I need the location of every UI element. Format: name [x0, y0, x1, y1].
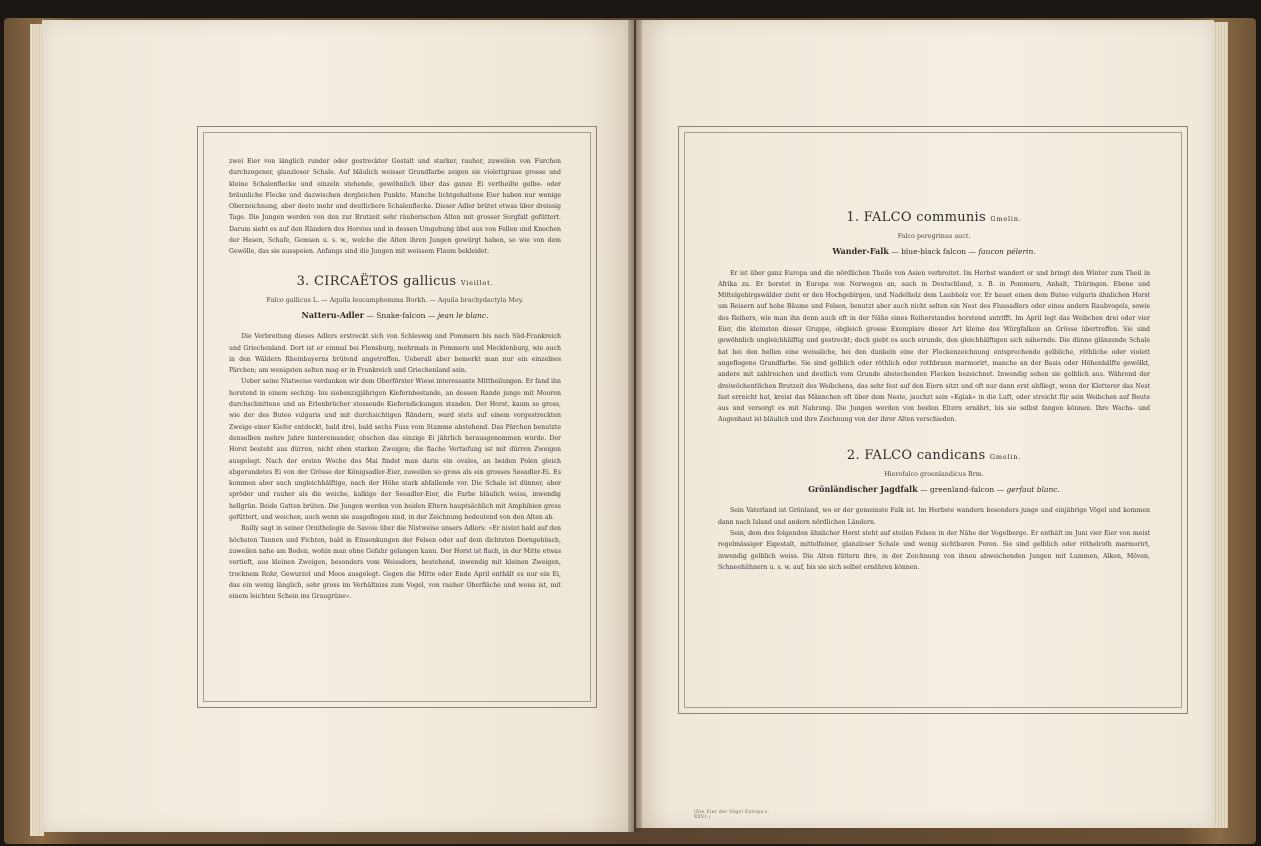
- common-name-fr: faucon pélerin.: [978, 247, 1036, 257]
- synonyms: Falco peregrinus auct.: [897, 232, 971, 240]
- book-gutter: [628, 20, 642, 832]
- common-name-fr: gerfaut blanc.: [1006, 485, 1060, 495]
- section-author: Gmelin.: [990, 215, 1022, 223]
- common-names: Grönländischer Jagdfalk — greenland-falcon — gerfaut blanc.: [808, 484, 1060, 495]
- common-name-en: greenland-falcon: [929, 485, 995, 495]
- section-author: Gmelin.: [989, 452, 1022, 461]
- common-name-de: Wander-Falk: [832, 246, 889, 257]
- body-paragraph: Ueber seine Nistweise verdanken wir dem Oberförster Wiese interessante Mittheilungen. Er fand ihn horstend in einem sechzig- bis siebenzigjährigen Kiefernbestande, an dessen Rande junge mit Mooren durchschnittene und an Erlenbrücher stossende Kieferndickungen standen. Der Horst, kaum so gross, wie der des Buteo vulgaris und mit durchsichtigen Rändern, ward stets auf einem vorgestreckten Zweige einer Kiefer entdeckt, bald drei, bald sechs Fuss vom Stamme abstehend. Das Pärchen benutzte denselben mehre Jahre hintereinander, obschon das einzige Ei jährlich herausgenommen wurde. Der Horst besteht aus dürren, nicht eben starken Zweigen; die flache Vertiefung ist mit dürren Zweigen ausgelegt. Nach der ersten Woche des Mai findet man darin ein ovales, an beiden Polen gleich abgerundetes Ei von der Grösse der Königsadler-Eier, zuweilen so gross als ein grosses Seeadler-Ei. Es kommen aber auch ungleichhälftige, nach der Höhe stark abfallende vor. Die Schale ist dünner, aber spröder und rauher als die weiche, kalkige der Seeadler-Eier, die Farbe bläulich weiss, inwendig hellgrün. Beide Gatten brüten. Die Jungen werden von beiden Eltern hauptsächlich mit Amphibien gross gefüttert, und weichen, auch wenn sie ausgeflogen sind, in der Zeichnung bedeutend von den Alten ab.: [229, 378, 561, 522]
- section-title: 2. FALCO candicans: [846, 447, 986, 463]
- section-title-falco-communis: [718, 210, 1150, 227]
- common-names: Wander-Falk — blue-black falcon — faucon pélerin.: [832, 246, 1036, 257]
- common-name-de: Grönländischer Jagdfalk: [808, 484, 918, 495]
- section-title: 3. CIRCAËTOS gallicus: [296, 273, 457, 289]
- section-author: Vieillot.: [460, 278, 494, 287]
- common-name-en: Snake-falcon: [376, 310, 426, 320]
- body-paragraph: Sein, dem des folgenden ähnlicher Horst steht auf steilen Felsen in der Nähe der Vogelberge. Er enthält im Juni vier Eier von meist regelmässiger Eigestalt, mittelfeiner, glanzloser Schale und wenig sichtbaren Poren. Sie sind gelblich oder röthelroth marmorirt, inwendig gelblich weiss. Die Alten füttern ihre, in der Zeichnung von ihnen abweichenden Jungen mit Lummen, Alken, Möven, Schneehühnern u. s. w. auf, bis sie sich selbst ernähren können.: [718, 529, 1150, 571]
- section-title: 1. FALCO communis: [846, 210, 986, 225]
- common-name-fr: jean le blanc.: [437, 310, 489, 320]
- section-title-circaetos: [229, 274, 561, 291]
- synonyms: Falco gallicus L. — Aquila leucamphomma Borkh. — Aquila brachydactyla Mey.: [266, 295, 524, 304]
- page-footer-note: (Die Eier der Vögel Europa's. XXVI.): [694, 810, 770, 820]
- body-paragraph: Bailly sagt in seiner Ornithologie de Savoie über die Nistweise unsers Adlers: »Er nistet bald auf den höchsten Tannen und Fichten, bald in Einsenkungen der Felsen oder auf dem dichtsten Dorngebüsch, zuweilen nahe am Boden, wohin man ohne Gefahr gelangen kann. Der Horst ist flach, in der Mitte etwas vertieft, aus kleinen Zweigen, besonders vom Weissdorn, bestehend, inwendig mit kleinen Zweigen, trocknem Rohr, Gewurzel und Moos ausgelegt. Gegen die Mitte oder Ende April enthält es nur ein Ei, das ein wenig länglich, sehr gross im Verhältniss zum Vogel, von rauher Oberfläche und weiss ist, mit einem leichten Schein ins Graugrüne«.: [229, 525, 561, 601]
- common-names: Natteru-Adler — Snake-falcon — jean le blanc.: [301, 309, 489, 320]
- body-paragraph: Sein Vaterland ist Grönland, wo er der gemeinste Falk ist. Im Herbste wandern besonders junge und einjährige Vögel und kommen dann nach Island und andern nördlichen Ländern.: [718, 507, 1150, 526]
- body-paragraph: Er ist über ganz Europa und die nördlichen Theile von Asien verbreitet. Im Herbst wandert er und bringt den Winter zum Theil in Afrika zu. Er horstet in Europa von Norwegen an, auch in Deutschland, z. B. in Pommern, Anhalt, Thüringen. Ebene und Mittelgebirgswälder zieht er den Hochgebirgen, und Nadelholz dem Laubholz vor. Er bauet einen dem Buteo vulgaris ähnlichen Horst um Reisern auf hohe Bäume und Felsen, benutzt aber auch nicht selten ein Nest des Flussadlers oder eines andern Raubvogels, sowie des Reihers, wie man ihn denn auch oft in der Nähe eines Reiherstandes horstend antrifft. Im April legt das Weibchen drei oder vier Eier, die kleinsten dieser Gruppe, obgleich grosse Exemplare dieser Art kleine des Würgfalken an Grösse übertreffen. Sie sind gewöhnlich ungleichhälftig und gestreckt; doch giebt es auch eirunde, den gleichhälftigen sich nähernde. Die dünne glänzende Schale hat bei den hellen eine weissliche, bei den dunkeln eine der Fleckenzeichnung entsprechende gelbliche, röthliche oder violett angeflogene Grundfarbe. Sie sind gelblich oder röthlich oder rothbraun marmorirt, manche an der Basis oder Höhenhälfte gewölkt, andere mit zahlreichen und deutlich vom Grunde abstechenden Flecken bezeichnet. Inwendig sehen sie gelblich aus. Während der dreiwöchentlichen Brutzeit des Weibchens, das sehr fest auf den Eiern sitzt und oft nur dann erst abfliegt, wenn der Kletterer das Nest fast erreicht hat, kreist das Männchen oft über dem Neste, jauchzt sein »Kgiak« in die Luft, oder streicht für sein Weibchen auf Beute aus und versorgt es mit Nahrung. Die Jungen werden von beiden Eltern ernährt, bis sie selbst fangen können. Ihre Wachs- und Augenhaut ist bläulich und ihre Zeichnung von der ihrer Alten verschieden.: [718, 269, 1150, 424]
- intro-paragraph: zwei Eier von länglich runder oder gestreckter Gestalt und starker, rauher, zuweilen von Furchen durchzogener, glanzloser Schale. Auf bläulich weisser Grundfarbe zeigen sie violettgraue grosse und kleine Schalenflecke und einzeln stehende, gewöhnlich über das ganze Ei vertheilte gelbe- oder bräunliche Flecke und dazwischen dergleichen Punkte. Manche lichtgehaltene Eier haben nur wenige Oberzeichnung, aber desto mehr und deutlichere Schalenflecke. Dieser Adler brütet etwas über dreissig Tage. Die Jungen werden von den zur Brutzeit sehr räuberischen Alten mit grosser Sorgfalt gefüttert. Darum sieht es auf den Rändern des Horstes und in dessen Umgebung übel aus von Fellen und Knochen der Hasen, Schafe, Gemsen u. s. w., welche die Alten ihren Jungen gewürgt haben, so wie von dem Gewölle, das sie ausspeien. Anfangs sind die Jungen mit weissem Flaum bekleidet.: [229, 158, 561, 256]
- common-name-en: blue-black falcon: [901, 247, 967, 257]
- synonyms: Hierofalco groenlandicus Brm.: [884, 469, 984, 478]
- common-name-de: Natteru-Adler: [301, 309, 364, 320]
- left-page-text: [229, 156, 561, 602]
- right-page-text: [718, 200, 1150, 573]
- body-paragraph: Die Verbreitung dieses Adlers erstreckt sich von Schleswig und Pommern bis nach Süd-Frankreich und Griechenland. Dort ist er einmal bei Flensburg, mehrmals in Pommern und Mecklenburg, wie auch in den Wäldern Rheinbayerns brütend angetroffen. Ueberall aber bemerkt man nur ein einzelnes Pärchen; am wenigsten selten mag er in Frankreich und Griechenland sein.: [229, 333, 561, 375]
- page-edges-right: [1212, 22, 1228, 828]
- section-title-falco-candicans: [718, 448, 1150, 465]
